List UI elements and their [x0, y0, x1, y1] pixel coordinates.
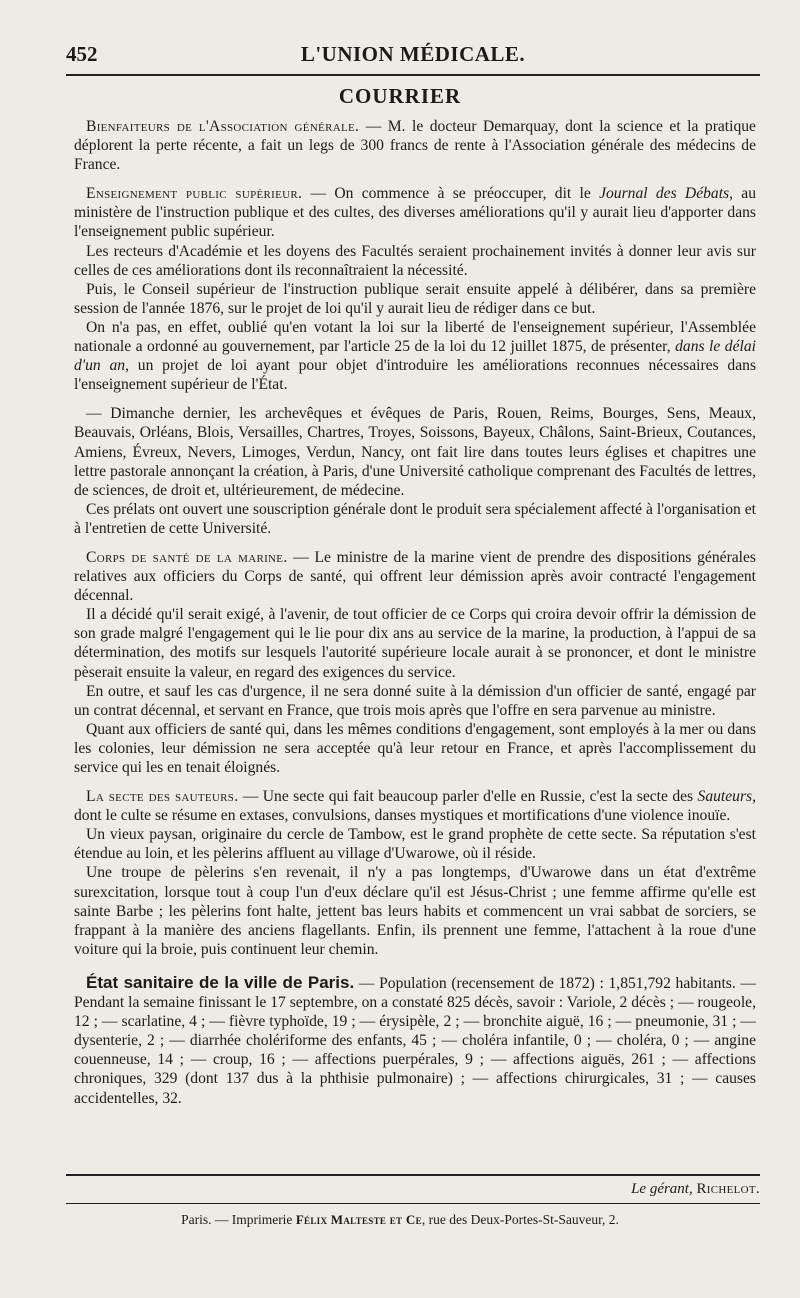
paragraph-bienfaiteurs: Bienfaiteurs de l'Association générale. — M. le docteur Demarquay, dont la science et la pratique déplorent la perte récente, a fait un legs de 300 francs de rente à l'Association générale des médecins de France.	[74, 118, 756, 174]
paragraph-assemblee: On n'a pas, en effet, oublié qu'en votant la loi sur la liberté de l'enseignement supérieur, l'Assemblée nationale a ordonné au gouvernement, par l'article 25 de la loi du 12 juillet 1875, de présenter, dans le délai d'un an, un projet de loi ayant pour objet d'introduire les améliorations reconnues nécessaires dans l'enseignement supérieur de l'État.	[74, 318, 757, 394]
page-number: 452	[66, 42, 98, 66]
printer-imprint: Paris. — Imprimerie Félix Malteste et Ce, rue des Deux-Portes-St-Sauveur, 2.	[181, 1212, 619, 1227]
section-title: COURRIER	[338, 84, 462, 108]
paragraph-prelats: Ces prélats ont ouvert une souscription générale dont le produit sera spécialement affecté à l'organisation et à l'entretien de cette Université.	[74, 500, 756, 537]
paragraph-prophete: Un vieux paysan, originaire du cercle de Tambow, est le grand prophète de cette secte. Sa réputation s'est étendue au loin, et les pèlerins affluent au village d'Uwarowe, où il réside.	[74, 826, 756, 863]
etat-sanitaire-title: État sanitaire de la ville de Paris.	[86, 972, 355, 992]
imprint-rule	[66, 1203, 760, 1204]
paragraph-heading: La secte des sauteurs.	[86, 788, 239, 806]
signature: Le gérant, Richelot.	[631, 1181, 760, 1197]
paragraph-pelerins: Une troupe de pèlerins s'en revenait, il n'y a pas longtemps, d'Uwarowe dans un état d'extrême surexcitation, lorsque tout à coup l'un d'eux déclare qu'il est Jésus-Christ ; une femme affirme qu'elle est sainte Barbe ; les pèlerins font halte, jettent bas leurs habits et commencent un vrai sabbat de sorciers, se frappant à la manière des anciens flagellants. Enfin, ils prennent une femme, l'attachent à la roue d'une voiture qui la broie, puis continuent leur chemin.	[74, 864, 756, 958]
paragraph-etat-sanitaire: État sanitaire de la ville de Paris. — Population (recensement de 1872) : 1,851,792 habitants. — Pendant la semaine finissant le 17 septembre, on a constaté 825 décès, savoir : Variole, 2 décès ; — rougeole, 12 ; — scarlatine, 4 ; — fièvre typhoïde, 19 ; — érysipèle, 2 ; — bronchite aiguë, 16 ; — pneumonie, 31 ; — dysenterie, 2 ; — diarrhée cholériforme des enfants, 45 ; — choléra infantile, 0 ; — choléra, 0 ; — angine couenneuse, 14 ; — croup, 16 ; — affections puerpérales, 9 ; — affections aiguës, 261 ; — affections chroniques, 329 (dont 137 dus à la phthisie pulmonaire) ; — affections chirurgicales, 31 ; — causes accidentelles, 32.	[74, 972, 756, 1107]
running-header	[66, 42, 760, 72]
journal-title: L'UNION MÉDICALE.	[300, 42, 526, 66]
paragraph-urgence: En outre, et sauf les cas d'urgence, il ne sera donné suite à la démission d'un officier de santé, engagé par un contrat décennal, et servant en France, que trois mois après que l'offre en sera parvenue au ministre.	[74, 682, 756, 719]
paragraph-eveques: — Dimanche dernier, les archevêques et évêques de Paris, Rouen, Reims, Bourges, Sens, Meaux, Beauvais, Orléans, Blois, Versailles, Chartres, Troyes, Soissons, Bayeux, Châlons, Saint-Brieux, Coutances, Amiens, Évreux, Nevers, Limoges, Verdun, Nancy, ont fait lire dans toutes leurs églises et chapitres une lettre pastorale annonçant la création, à Paris, d'une Université catholique comprenant des Facultés de lettres, de sciences, de droit et, ultérieurement, de médecine.	[74, 405, 756, 499]
footer-rule	[66, 1174, 760, 1176]
paragraph-sauteurs: La secte des sauteurs. — Une secte qui fait beaucoup parler d'elle en Russie, c'est la secte des Sauteurs, dont le culte se résume en extases, convulsions, danses mystiques et mortifications d'une violence inouïe.	[74, 788, 756, 825]
paragraph-heading: Enseignement public supérieur.	[86, 185, 303, 203]
paragraph-recteurs: Les recteurs d'Académie et les doyens des Facultés seraient prochainement invités à donner leur avis sur celles de ces améliorations dont ils reconnaîtraient la nécessité.	[74, 242, 756, 279]
paragraph-colonies: Quant aux officiers de santé qui, dans les mêmes conditions d'engagement, sont employés à la mer ou dans les colonies, leur démission ne sera acceptée qu'à leur retour en France, et après l'accomplissement du service qui les en tenait éloignés.	[74, 720, 756, 776]
header-rule	[66, 74, 760, 76]
paragraph-enseignement: Enseignement public supérieur. — On commence à se préoccuper, dit le Journal des Débats, au ministère de l'instruction publique et des cultes, des diverses améliorations qu'il y aurait lieu d'apporter dans l'enseignement public supérieur.	[74, 185, 757, 241]
paragraph-demission: Il a décidé qu'il serait exigé, à l'avenir, de tout officier de ce Corps qui croira devoir offrir la démission de son grade malgré l'engagement qui le lie pour dix ans au service de la marine, la production, à l'appui de sa détermination, des motifs sur lesquels l'autorité supérieure locale aurait à se prononcer, et dont le ministre pèserait ensuite la valeur, en regard des exigences du service.	[74, 606, 756, 681]
paragraph-heading: Corps de santé de la marine.	[86, 548, 288, 566]
article-body	[74, 117, 756, 1108]
paragraph-heading: Bienfaiteurs de l'Association générale.	[86, 118, 360, 135]
paragraph-conseil: Puis, le Conseil supérieur de l'instruction publique serait ensuite appelé à délibérer, dans sa première session de l'année 1876, sur le projet de loi qu'il y aurait lieu de rédiger dans ce but.	[74, 280, 756, 317]
paragraph-marine: Corps de santé de la marine. — Le ministre de la marine vient de prendre des dispositions générales relatives aux officiers du Corps de santé, qui offrent leur démission après avoir contracté l'engagement décennal.	[74, 548, 757, 605]
